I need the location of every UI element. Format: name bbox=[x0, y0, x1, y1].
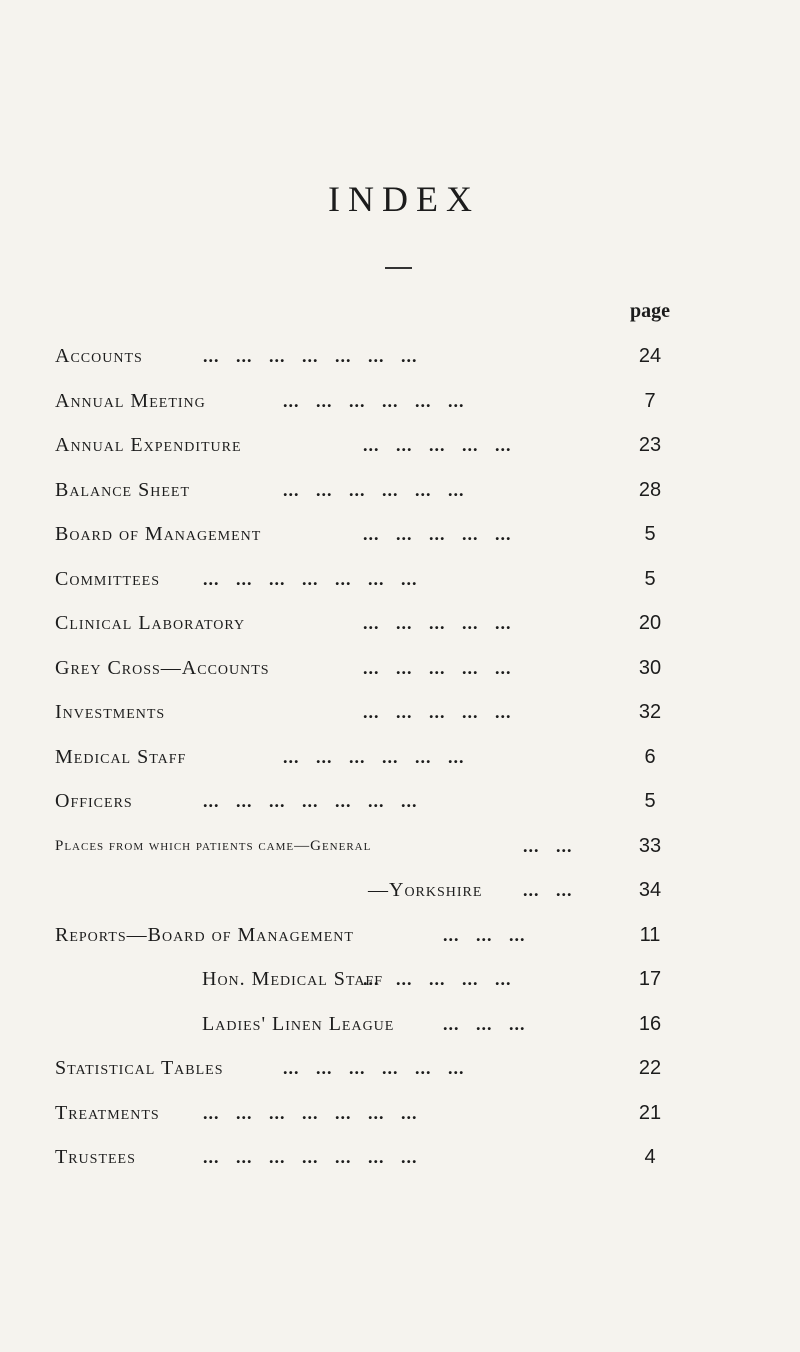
index-entry bbox=[0, 1101, 800, 1146]
entry-page: 21 bbox=[638, 1101, 662, 1124]
entry-label: —Yorkshire bbox=[368, 879, 483, 901]
entry-label: Places from which patients came—General bbox=[55, 837, 372, 854]
entry-page: 34 bbox=[638, 879, 662, 901]
index-entry bbox=[0, 389, 800, 434]
leader-dots: ... ... ... ... ... ... bbox=[283, 479, 465, 500]
entry-label: Accounts bbox=[55, 345, 143, 367]
leader-dots: ... ... ... ... ... ... bbox=[283, 390, 465, 411]
index-entry bbox=[0, 478, 800, 523]
entry-label: Board of Management bbox=[55, 523, 262, 545]
leader-dots: ... ... ... ... ... bbox=[363, 969, 512, 989]
index-entry bbox=[0, 878, 800, 923]
entry-label: Annual Expenditure bbox=[55, 434, 242, 456]
index-entry bbox=[0, 344, 800, 389]
index-entry bbox=[0, 611, 800, 656]
leader-dots: ... ... ... ... ... bbox=[363, 524, 512, 544]
index-entry bbox=[0, 834, 800, 879]
leader-dots: ... ... bbox=[523, 835, 573, 856]
entry-page: 24 bbox=[638, 345, 662, 367]
leader-dots: ... ... ... ... ... bbox=[363, 435, 512, 455]
entry-label: Investments bbox=[55, 701, 166, 723]
entry-page: 30 bbox=[638, 656, 662, 679]
index-entry bbox=[0, 700, 800, 745]
entry-label: Officers bbox=[55, 790, 133, 812]
leader-dots: ... ... ... ... ... ... ... bbox=[203, 1147, 418, 1167]
leader-dots: ... ... ... ... ... ... ... bbox=[203, 1102, 418, 1123]
entry-page: 11 bbox=[639, 923, 661, 946]
entry-page: 23 bbox=[638, 434, 662, 456]
entry-page: 5 bbox=[644, 523, 656, 545]
leader-dots: ... ... ... ... ... ... ... bbox=[203, 568, 418, 589]
leader-dots: ... ... ... bbox=[443, 924, 526, 945]
title-rule bbox=[385, 267, 412, 269]
leader-dots: ... ... ... bbox=[443, 1013, 526, 1034]
entry-label: Committees bbox=[55, 567, 161, 590]
entry-page: 33 bbox=[638, 834, 662, 857]
entry-label: Hon. Medical Staff bbox=[202, 968, 384, 990]
index-entry bbox=[0, 967, 800, 1012]
leader-dots: ... ... ... ... ... bbox=[363, 613, 512, 633]
index-entry bbox=[0, 522, 800, 567]
entry-page: 32 bbox=[638, 701, 662, 723]
index-entry bbox=[0, 923, 800, 968]
index-entry bbox=[0, 1012, 800, 1057]
leader-dots: ... ... ... ... ... bbox=[363, 702, 512, 722]
entry-label: Balance Sheet bbox=[55, 478, 191, 501]
leader-dots: ... ... ... ... ... ... bbox=[283, 746, 465, 767]
entry-page: 28 bbox=[638, 478, 662, 501]
entry-page: 17 bbox=[638, 968, 662, 990]
entry-label: Statistical Tables bbox=[55, 1057, 224, 1079]
entry-label: Clinical Laboratory bbox=[55, 612, 246, 634]
entry-label: Reports—Board of Management bbox=[55, 923, 354, 946]
index-entry bbox=[0, 1056, 800, 1101]
page-title: INDEX bbox=[328, 179, 480, 219]
entry-label: Medical Staff bbox=[55, 745, 187, 768]
entry-page: 16 bbox=[638, 1012, 662, 1035]
entry-page: 4 bbox=[644, 1146, 656, 1168]
entry-page: 5 bbox=[644, 567, 656, 590]
leader-dots: ... ... ... ... ... ... bbox=[283, 1058, 465, 1078]
leader-dots: ... ... bbox=[523, 880, 573, 900]
entry-label: Trustees bbox=[55, 1146, 136, 1168]
leader-dots: ... ... ... ... ... ... ... bbox=[203, 791, 418, 811]
entry-label: Treatments bbox=[55, 1101, 160, 1124]
index-entry bbox=[0, 1145, 800, 1190]
index-entry bbox=[0, 745, 800, 790]
entry-page: 6 bbox=[644, 745, 656, 768]
index-entry bbox=[0, 656, 800, 701]
page-column-header: page bbox=[630, 300, 670, 322]
leader-dots: ... ... ... ... ... ... ... bbox=[203, 346, 418, 366]
entry-page: 7 bbox=[644, 389, 656, 412]
index-entry bbox=[0, 567, 800, 612]
entry-page: 5 bbox=[644, 790, 656, 812]
entry-page: 22 bbox=[638, 1057, 662, 1079]
index-entry bbox=[0, 789, 800, 834]
leader-dots: ... ... ... ... ... bbox=[363, 657, 512, 678]
entry-label: Annual Meeting bbox=[55, 389, 206, 412]
entry-label: Grey Cross—Accounts bbox=[55, 656, 270, 679]
entry-label: Ladies' Linen League bbox=[202, 1012, 395, 1035]
entry-page: 20 bbox=[638, 612, 662, 634]
index-entry bbox=[0, 433, 800, 478]
index-entries bbox=[0, 344, 800, 1190]
